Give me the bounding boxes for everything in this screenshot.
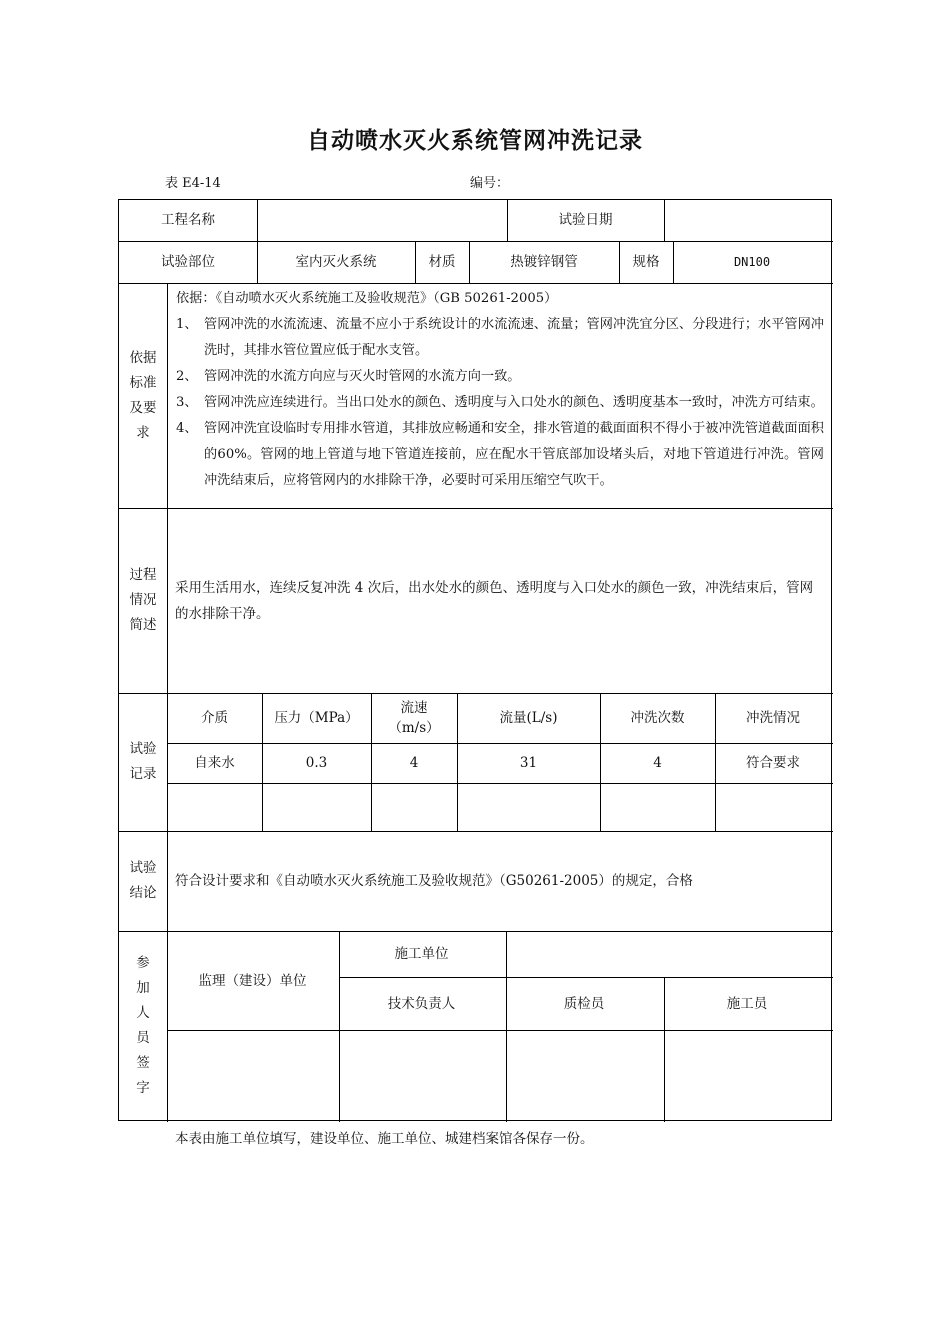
conclusion-text: 符合设计要求和《自动喷水灭火系统施工及验收规范》（G50261-2005）的规定，合格: [175, 873, 693, 889]
header-pressure: 压力（MPa）: [274, 710, 359, 726]
process-description: 采用生活用水，连续反复冲洗 4 次后，出水处水的颜色、透明度与入口处水的颜色一致，冲洗结束后，管网的水排除干净。: [175, 580, 814, 622]
table-cell[interactable]: [262, 783, 371, 831]
test-date-label: 试验日期: [558, 212, 613, 228]
serial-number-label: 编号：: [470, 176, 510, 191]
material-value: 热镀锌钢管: [510, 254, 578, 270]
construction-worker-label: 施工员: [726, 995, 768, 1012]
requirement-item: 3、 管网冲洗应连续进行。当出口处水的颜色、透明度与入口处水的颜色、透明度基本一致时，冲洗方可结束。: [176, 395, 824, 410]
requirement-item: 1、 管网冲洗的水流流速、流量不应小于系统设计的水流流速、流量；管网冲洗宜分区、分段进行；水平管网冲洗时，其排水管位置应低于配水支管。: [176, 317, 824, 358]
basis-requirements: [176, 286, 824, 494]
header-flow: 流量(L/s): [499, 710, 558, 726]
table-cell: 自来水: [194, 755, 235, 771]
table-cell[interactable]: [167, 783, 262, 831]
test-date-value[interactable]: [664, 200, 831, 240]
table-cell: 4: [409, 755, 419, 771]
test-record-label: 试验 记录: [129, 741, 157, 782]
header-medium: 介质: [201, 710, 228, 726]
table-cell: 符合要求: [746, 755, 800, 771]
qc-inspector-signature-box[interactable]: [505, 1030, 663, 1121]
test-part-label: 试验部位: [161, 254, 215, 270]
table-cell: 4: [653, 755, 662, 771]
supervisor-unit-label: 监理（建设）单位: [198, 972, 307, 989]
spec-label: 规格: [632, 254, 660, 270]
header-flush-count: 冲洗次数: [630, 710, 685, 726]
process-label: 过程 情况 简述: [129, 567, 157, 633]
table-cell[interactable]: [715, 783, 831, 831]
header-flush-status: 冲洗情况: [746, 710, 800, 726]
tech-lead-label: 技术负责人: [387, 995, 456, 1012]
project-name-value[interactable]: [257, 200, 507, 240]
table-cell[interactable]: [457, 783, 600, 831]
project-name-label: 工程名称: [161, 212, 215, 228]
table-cell[interactable]: [600, 783, 715, 831]
table-cell: 0.3: [305, 755, 328, 771]
supervisor-signature-box[interactable]: [167, 1030, 338, 1121]
tech-lead-signature-box[interactable]: [338, 1030, 505, 1121]
footer-note: 本表由施工单位填写，建设单位、施工单位、城建档案馆各保存一份。: [175, 1131, 594, 1147]
material-label: 材质: [428, 254, 456, 270]
contractor-unit-value[interactable]: [505, 931, 831, 977]
spec-value: DN100: [733, 255, 771, 269]
table-cell[interactable]: [371, 783, 457, 831]
requirement-item: 2、 管网冲洗的水流方向应与灭火时管网的水流方向一致。: [176, 369, 521, 384]
requirement-item: 4、 管网冲洗宜设临时专用排水管道，其排放应畅通和安全，排水管道的截面面积不得小于被冲洗管道截面面积的60%。管网的地上管道与地下管道连接前，应在配水干管底部加设堵头后，对地下管道进行冲洗。管网冲洗结束后，应将管网内的水排除干净，必要时可采用压缩空气吹干。: [176, 421, 824, 488]
qc-inspector-label: 质检员: [563, 995, 605, 1012]
basis-label: 依据 标准 及要 求: [129, 349, 157, 441]
test-part-value: 室内灭火系统: [295, 254, 377, 270]
worker-signature-box[interactable]: [663, 1030, 831, 1121]
form-code: 表 E4-14: [165, 176, 221, 191]
page-title: 自动喷水灭火系统管网冲洗记录: [307, 128, 643, 154]
header-velocity: 流速（m/s）: [388, 700, 440, 736]
conclusion-label: 试验 结论: [129, 860, 157, 901]
contractor-unit-label: 施工单位: [394, 946, 449, 962]
participants-signature-label: 参 加 人 员 签 字: [136, 955, 150, 1096]
table-cell: 31: [519, 755, 538, 771]
basis-source: 依据：《自动喷水灭火系统施工及验收规范》（GB 50261-2005）: [176, 291, 558, 306]
